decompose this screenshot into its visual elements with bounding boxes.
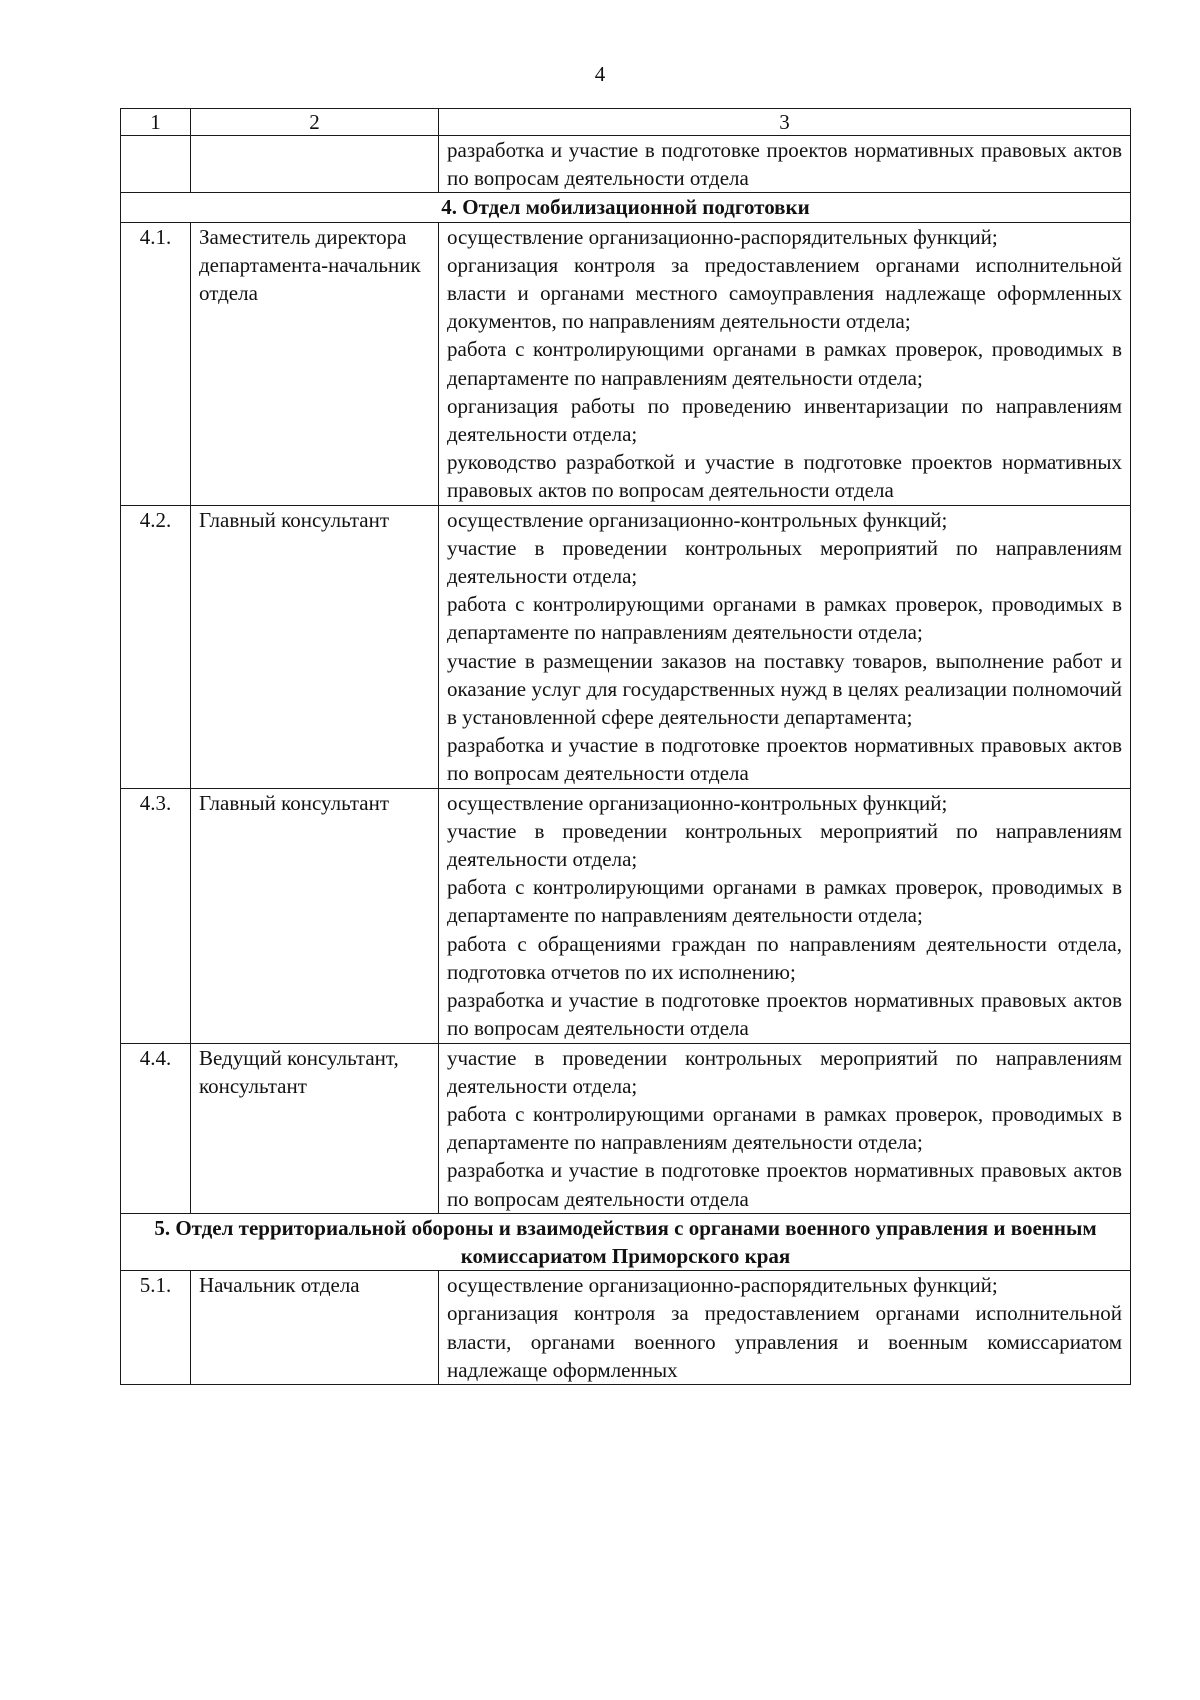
row-position xyxy=(191,136,439,193)
duty-item: разработка и участие в подготовке проектов нормативных правовых актов по вопросам деятельности отдела xyxy=(447,733,1122,786)
duties-table xyxy=(120,108,1131,1385)
duty-item: организация контроля за предоставлением органами исполнительной власти, органами военного управления и военным комиссариатом надлежаще оформленных xyxy=(447,1301,1122,1382)
row-number: 4.2. xyxy=(121,505,191,788)
row-number: 5.1. xyxy=(121,1271,191,1385)
header-col-3: 3 xyxy=(439,109,1131,136)
duty-item: осуществление организационно-распорядительных функций; xyxy=(447,224,998,249)
duty-item: руководство разработкой и участие в подготовке проектов нормативных правовых актов по вопросам деятельности отдела xyxy=(447,450,1122,503)
table-header-row xyxy=(121,109,1131,136)
table-row xyxy=(121,1271,1131,1385)
table-row xyxy=(121,505,1131,788)
duty-item: работа с обращениями граждан по направлениям деятельности отдела, подготовка отчетов по их исполнению; xyxy=(447,931,1122,984)
header-col-1: 1 xyxy=(121,109,191,136)
section-title: 5. Отдел территориальной обороны и взаимодействия с органами военного управления и военным комиссариатом Приморского края xyxy=(121,1213,1131,1270)
section-heading-row xyxy=(121,1213,1131,1270)
page-number: 4 xyxy=(594,62,606,86)
duty-item: разработка и участие в подготовке проектов нормативных правовых актов по вопросам деятельности отдела xyxy=(447,988,1122,1041)
row-number: 4.4. xyxy=(121,1043,191,1213)
duty-item: разработка и участие в подготовке проектов нормативных правовых актов по вопросам деятельности отдела xyxy=(447,138,1122,191)
row-position: Заместитель директора департамента-начальник отдела xyxy=(191,222,439,505)
duty-item: участие в размещении заказов на поставку товаров, выполнение работ и оказание услуг для государственных нужд в целях реализации полномочий в установленной сфере деятельности департамента; xyxy=(447,648,1122,730)
table-row xyxy=(121,1043,1131,1213)
duty-item: участие в проведении контрольных мероприятий по направлениям деятельности отдела; xyxy=(447,1045,1122,1098)
duty-item: работа с контролирующими органами в рамках проверок, проводимых в департаменте по направлениям деятельности отдела; xyxy=(447,337,1122,390)
header-col-2: 2 xyxy=(191,109,439,136)
duty-item: работа с контролирующими органами в рамках проверок, проводимых в департаменте по направлениям деятельности отдела; xyxy=(447,1101,1122,1155)
row-duties xyxy=(439,1271,1131,1385)
row-duties xyxy=(439,788,1131,1043)
continuation-row xyxy=(121,136,1131,193)
row-position: Главный консультант xyxy=(191,788,439,1043)
row-position: Главный консультант xyxy=(191,505,439,788)
row-duties xyxy=(439,136,1131,193)
row-duties xyxy=(439,1043,1131,1213)
section-title: 4. Отдел мобилизационной подготовки xyxy=(121,193,1131,222)
duty-item: организация работы по проведению инвентаризации по направлениям деятельности отдела; xyxy=(447,393,1122,447)
section-heading-row xyxy=(121,193,1131,222)
table-row xyxy=(121,788,1131,1043)
duty-item: участие в проведении контрольных мероприятий по направлениям деятельности отдела; xyxy=(447,818,1122,872)
table-row xyxy=(121,222,1131,505)
duty-item: осуществление организационно-контрольных функций; xyxy=(447,507,948,532)
row-number: 4.3. xyxy=(121,788,191,1043)
row-duties xyxy=(439,505,1131,788)
row-position: Начальник отдела xyxy=(191,1271,439,1385)
row-position: Ведущий консультант, консультант xyxy=(191,1043,439,1213)
duty-item: работа с контролирующими органами в рамках проверок, проводимых в департаменте по направлениям деятельности отдела; xyxy=(447,592,1122,645)
row-duties xyxy=(439,222,1131,505)
duty-item: осуществление организационно-контрольных функций; xyxy=(447,790,948,815)
duty-item: работа с контролирующими органами в рамках проверок, проводимых в департаменте по направлениям деятельности отдела; xyxy=(447,875,1122,928)
row-number: 4.1. xyxy=(121,222,191,505)
row-number xyxy=(121,136,191,193)
duty-item: участие в проведении контрольных мероприятий по направлениям деятельности отдела; xyxy=(447,535,1122,589)
duty-item: осуществление организационно-распорядительных функций; xyxy=(447,1273,998,1298)
duty-item: организация контроля за предоставлением органами исполнительной власти и органами местного самоуправления надлежаще оформленных документов, по направлениям деятельности отдела; xyxy=(447,252,1122,334)
duty-item: разработка и участие в подготовке проектов нормативных правовых актов по вопросам деятельности отдела xyxy=(447,1158,1122,1211)
